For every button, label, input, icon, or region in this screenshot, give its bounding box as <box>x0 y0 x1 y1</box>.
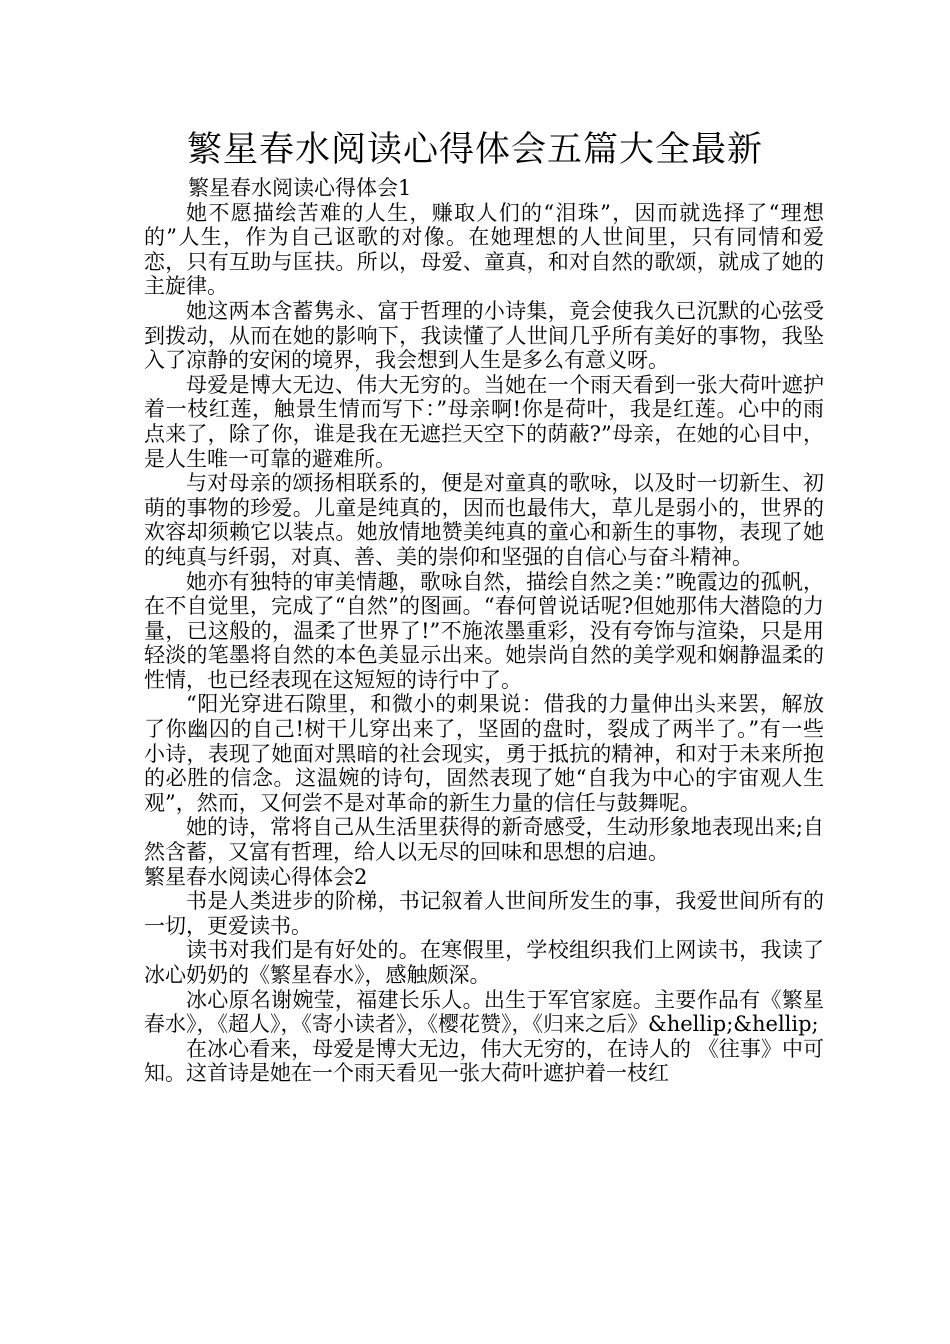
paragraph: 冰心原名谢婉莹，福建长乐人。出生于军官家庭。主要作品有《繁星春水》，《超人》，《寄小读者》，《樱花赞》，《归来之后》&hellip;&hellip; <box>144 987 824 1037</box>
document-body <box>144 176 824 1086</box>
paragraph: 与对母亲的颂扬相联系的，便是对童真的歌咏，以及时一切新生、初萌的事物的珍爱。儿童是纯真的，因而也最伟大，草儿是弱小的，世界的欢容却须赖它以装点。她放情地赞美纯真的童心和新生的事物，表现了她的纯真与纤弱，对真、善、美的崇仰和坚强的自信心与奋斗精神。 <box>144 471 824 569</box>
paragraph: 她不愿描绘苦难的人生，赚取人们的“泪珠”，因而就选择了“理想的”人生，作为自己讴歌的对像。在她理想的人世间里，只有同情和爱恋，只有互助与匡扶。所以，母爱、童真，和对自然的歌颂，就成了她的主旋律。 <box>144 200 824 299</box>
paragraph: 读书对我们是有好处的。在寒假里，学校组织我们上网读书，我读了冰心奶奶的《繁星春水》，感触颇深。 <box>144 938 824 987</box>
paragraph: 她的诗，常将自己从生活里获得的新奇感受，生动形象地表现出来;自然含蓄，又富有哲理，给人以无尽的回味和思想的启迪。 <box>144 815 824 865</box>
paragraph: 她亦有独特的审美情趣，歌咏自然，描绘自然之美：”晚霞边的孤帆，在不自觉里，完成了“自然”的图画。“春何曾说话呢?但她那伟大潜隐的力量，已这般的，温柔了世界了!”不施浓墨重彩，没有夸饰与渲染，只是用轻淡的笔墨将自然的本色美显示出来。她崇尚自然的美学观和娴静温柔的性情，也已经表现在这短短的诗行中了。 <box>144 569 824 692</box>
section-heading-2: 繁星春水阅读心得体会2 <box>144 864 368 889</box>
paragraph: 书是人类进步的阶梯，书记叙着人世间所发生的事，我爱世间所有的一切，更爱读书。 <box>144 889 824 938</box>
paragraph: 在冰心看来，母爱是博大无边，伟大无穷的，在诗人的 《往事》中可知。这首诗是她在一个雨天看见一张大荷叶遮护着一枝红 <box>144 1036 824 1086</box>
document-title: 繁星春水阅读心得体会五篇大全最新 <box>186 130 763 170</box>
section-heading-1: 繁星春水阅读心得体会1 <box>188 176 412 200</box>
paragraph: 她这两本含蓄隽永、富于哲理的小诗集，竟会使我久已沉默的心弦受到拨动，从而在她的影响下，我读懂了人世间几乎所有美好的事物，我坠入了凉静的安闲的境界，我会想到人生是多么有意义呀。 <box>144 298 824 373</box>
paragraph: “阳光穿进石隙里，和微小的刺果说：借我的力量伸出头来罢，解放了你幽囚的自己!树干儿穿出来了，坚固的盘时，裂成了两半了。”有一些小诗，表现了她面对黑暗的社会现实，勇于抵抗的精神，和对于未来所抱的必胜的信念。这温婉的诗句，固然表现了她“自我为中心的宇宙观人生观”，然而，又何尝不是对革命的新生力量的信任与鼓舞呢。 <box>144 692 824 815</box>
paragraph: 母爱是博大无边、伟大无穷的。当她在一个雨天看到一张大荷叶遮护着一枝红莲，触景生情而写下：”母亲啊!你是荷叶，我是红莲。心中的雨点来了，除了你，谁是我在无遮拦天空下的荫蔽?”母亲，在她的心目中，是人生唯一可靠的避难所。 <box>144 372 824 471</box>
